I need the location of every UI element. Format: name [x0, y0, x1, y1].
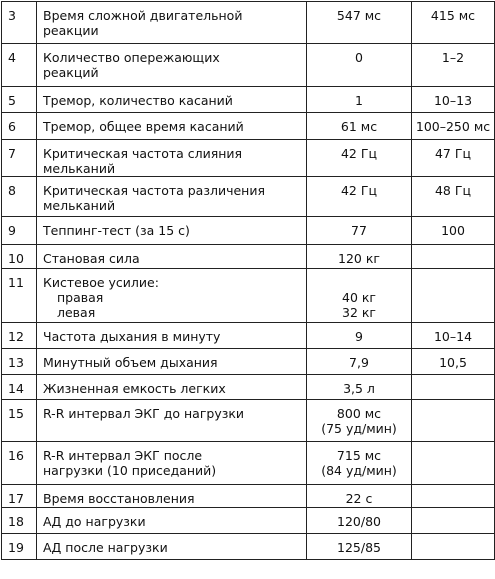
- norm-value: 10,5: [412, 349, 495, 375]
- measured-value: [307, 508, 412, 534]
- parameter-name-line: Время сложной двигательной: [43, 8, 243, 23]
- table-row: [2, 485, 495, 508]
- measured-value-line: 42 Гц: [340, 146, 377, 161]
- parameter-name: [37, 534, 307, 560]
- parameter-name: [37, 508, 307, 534]
- parameter-name: [37, 217, 307, 245]
- parameter-name-line: реакции: [43, 23, 99, 38]
- parameter-name-line: Минутный объем дыхания: [43, 355, 218, 370]
- norm-value: [412, 269, 495, 323]
- row-number: 3: [2, 2, 37, 44]
- norm-value: 10–14: [412, 323, 495, 349]
- row-number: 17: [2, 485, 37, 508]
- row-number: 10: [2, 245, 37, 269]
- measured-value: [307, 534, 412, 560]
- parameter-name-line: Время восстановления: [43, 491, 195, 506]
- measured-value-line: 40 кг: [342, 290, 376, 305]
- measured-value-line: 120 кг: [338, 251, 380, 266]
- parameter-name: [37, 87, 307, 113]
- parameter-name-line: правая: [57, 290, 104, 305]
- measured-value: [307, 269, 412, 323]
- norm-value: 1–2: [412, 44, 495, 87]
- measured-value: [307, 87, 412, 113]
- measured-value: [307, 485, 412, 508]
- parameter-name-line: нагрузки (10 приседаний): [43, 463, 217, 478]
- parameter-name-line: Жизненная емкость легких: [43, 381, 226, 396]
- parameter-name: [37, 349, 307, 375]
- measured-value-line: 800 мс: [336, 406, 382, 421]
- norm-value: 100: [412, 217, 495, 245]
- table-row: [2, 113, 495, 140]
- parameter-name: [37, 442, 307, 485]
- row-number: 7: [2, 140, 37, 177]
- measured-value: [307, 400, 412, 442]
- measured-value-line: [307, 275, 411, 290]
- measured-value-line: 42 Гц: [340, 183, 377, 198]
- parameter-name: [37, 485, 307, 508]
- row-number: 12: [2, 323, 37, 349]
- norm-value: [412, 245, 495, 269]
- norm-value: [412, 534, 495, 560]
- parameter-name-line: Кистевое усилие:: [43, 275, 159, 290]
- measured-value-line: (84 уд/мин): [321, 463, 397, 478]
- row-number: 5: [2, 87, 37, 113]
- norm-value: [412, 485, 495, 508]
- parameter-name-line: Частота дыхания в минуту: [43, 329, 221, 344]
- row-number: 11: [2, 269, 37, 323]
- parameter-name-line: Становая сила: [43, 251, 140, 266]
- row-number: 6: [2, 113, 37, 140]
- measured-value: [307, 2, 412, 44]
- row-number: 9: [2, 217, 37, 245]
- measured-value: [307, 349, 412, 375]
- parameter-name-line: Критическая частота слияния: [43, 146, 243, 161]
- parameter-name: [37, 44, 307, 87]
- parameter-name-line: R-R интервал ЭКГ до нагрузки: [43, 406, 245, 421]
- measured-value-line: 61 мс: [340, 119, 378, 134]
- table-body: [2, 2, 495, 560]
- table-row: [2, 400, 495, 442]
- table-row: [2, 87, 495, 113]
- norm-value: [412, 442, 495, 485]
- measured-value: [307, 375, 412, 400]
- row-number: 14: [2, 375, 37, 400]
- measured-value: [307, 140, 412, 177]
- measured-value-line: 22 с: [345, 491, 373, 506]
- norm-value: [412, 375, 495, 400]
- parameter-name-line: Критическая частота различения: [43, 183, 265, 198]
- parameter-name-line: мельканий: [43, 161, 116, 176]
- measured-value-line: 547 мс: [336, 8, 382, 23]
- measurements-table: [1, 1, 495, 560]
- table-row: [2, 140, 495, 177]
- row-number: 16: [2, 442, 37, 485]
- parameter-name-line: левая: [57, 305, 96, 320]
- norm-value: [412, 508, 495, 534]
- parameter-name: [37, 245, 307, 269]
- parameter-name: [37, 375, 307, 400]
- parameter-name-line: АД до нагрузки: [43, 514, 146, 529]
- measured-value: [307, 217, 412, 245]
- table-row: [2, 349, 495, 375]
- measured-value: [307, 323, 412, 349]
- parameter-name: [37, 177, 307, 217]
- table-row: [2, 534, 495, 560]
- measured-value: [307, 442, 412, 485]
- measured-value-line: 125/85: [337, 540, 381, 555]
- parameter-name-line: реакций: [43, 65, 99, 80]
- parameter-name: [37, 323, 307, 349]
- table-row: [2, 2, 495, 44]
- measured-value: [307, 44, 412, 87]
- table-row: [2, 44, 495, 87]
- table-row: [2, 508, 495, 534]
- measured-value: [307, 245, 412, 269]
- measured-value-line: 0: [355, 50, 363, 65]
- table-row: [2, 323, 495, 349]
- row-number: 15: [2, 400, 37, 442]
- norm-value: 415 мс: [412, 2, 495, 44]
- measured-value-line: 1: [355, 93, 363, 108]
- parameter-name-line: R-R интервал ЭКГ после: [43, 448, 203, 463]
- measured-value-line: 32 кг: [342, 305, 376, 320]
- parameter-name-line: Количество опережающих: [43, 50, 220, 65]
- norm-value: [412, 400, 495, 442]
- row-number: 19: [2, 534, 37, 560]
- table-row: [2, 442, 495, 485]
- parameter-name: [37, 269, 307, 323]
- measured-value-line: 7,9: [349, 355, 369, 370]
- table-row: [2, 177, 495, 217]
- measured-value-line: 77: [351, 223, 367, 238]
- parameter-name-line: Теппинг-тест (за 15 с): [43, 223, 190, 238]
- table-row: [2, 375, 495, 400]
- parameter-name: [37, 140, 307, 177]
- measured-value: [307, 177, 412, 217]
- measured-value: [307, 113, 412, 140]
- row-number: 18: [2, 508, 37, 534]
- parameter-name-line: АД после нагрузки: [43, 540, 168, 555]
- norm-value: 47 Гц: [412, 140, 495, 177]
- parameter-name: [37, 400, 307, 442]
- parameter-name-line: Тремор, общее время касаний: [43, 119, 244, 134]
- parameter-name: [37, 113, 307, 140]
- row-number: 13: [2, 349, 37, 375]
- measured-value-line: 3,5 л: [343, 381, 375, 396]
- parameter-name-line: мельканий: [43, 198, 116, 213]
- measured-value-line: 9: [355, 329, 363, 344]
- measured-value-line: 715 мс: [336, 448, 382, 463]
- table-row: [2, 269, 495, 323]
- row-number: 8: [2, 177, 37, 217]
- measured-value-line: 120/80: [337, 514, 381, 529]
- norm-value: 10–13: [412, 87, 495, 113]
- parameter-name-line: Тремор, количество касаний: [43, 93, 233, 108]
- parameter-name: [37, 2, 307, 44]
- norm-value: 100–250 мс: [412, 113, 495, 140]
- norm-value: 48 Гц: [412, 177, 495, 217]
- table-row: [2, 245, 495, 269]
- measured-value-line: (75 уд/мин): [321, 421, 397, 436]
- table-row: [2, 217, 495, 245]
- row-number: 4: [2, 44, 37, 87]
